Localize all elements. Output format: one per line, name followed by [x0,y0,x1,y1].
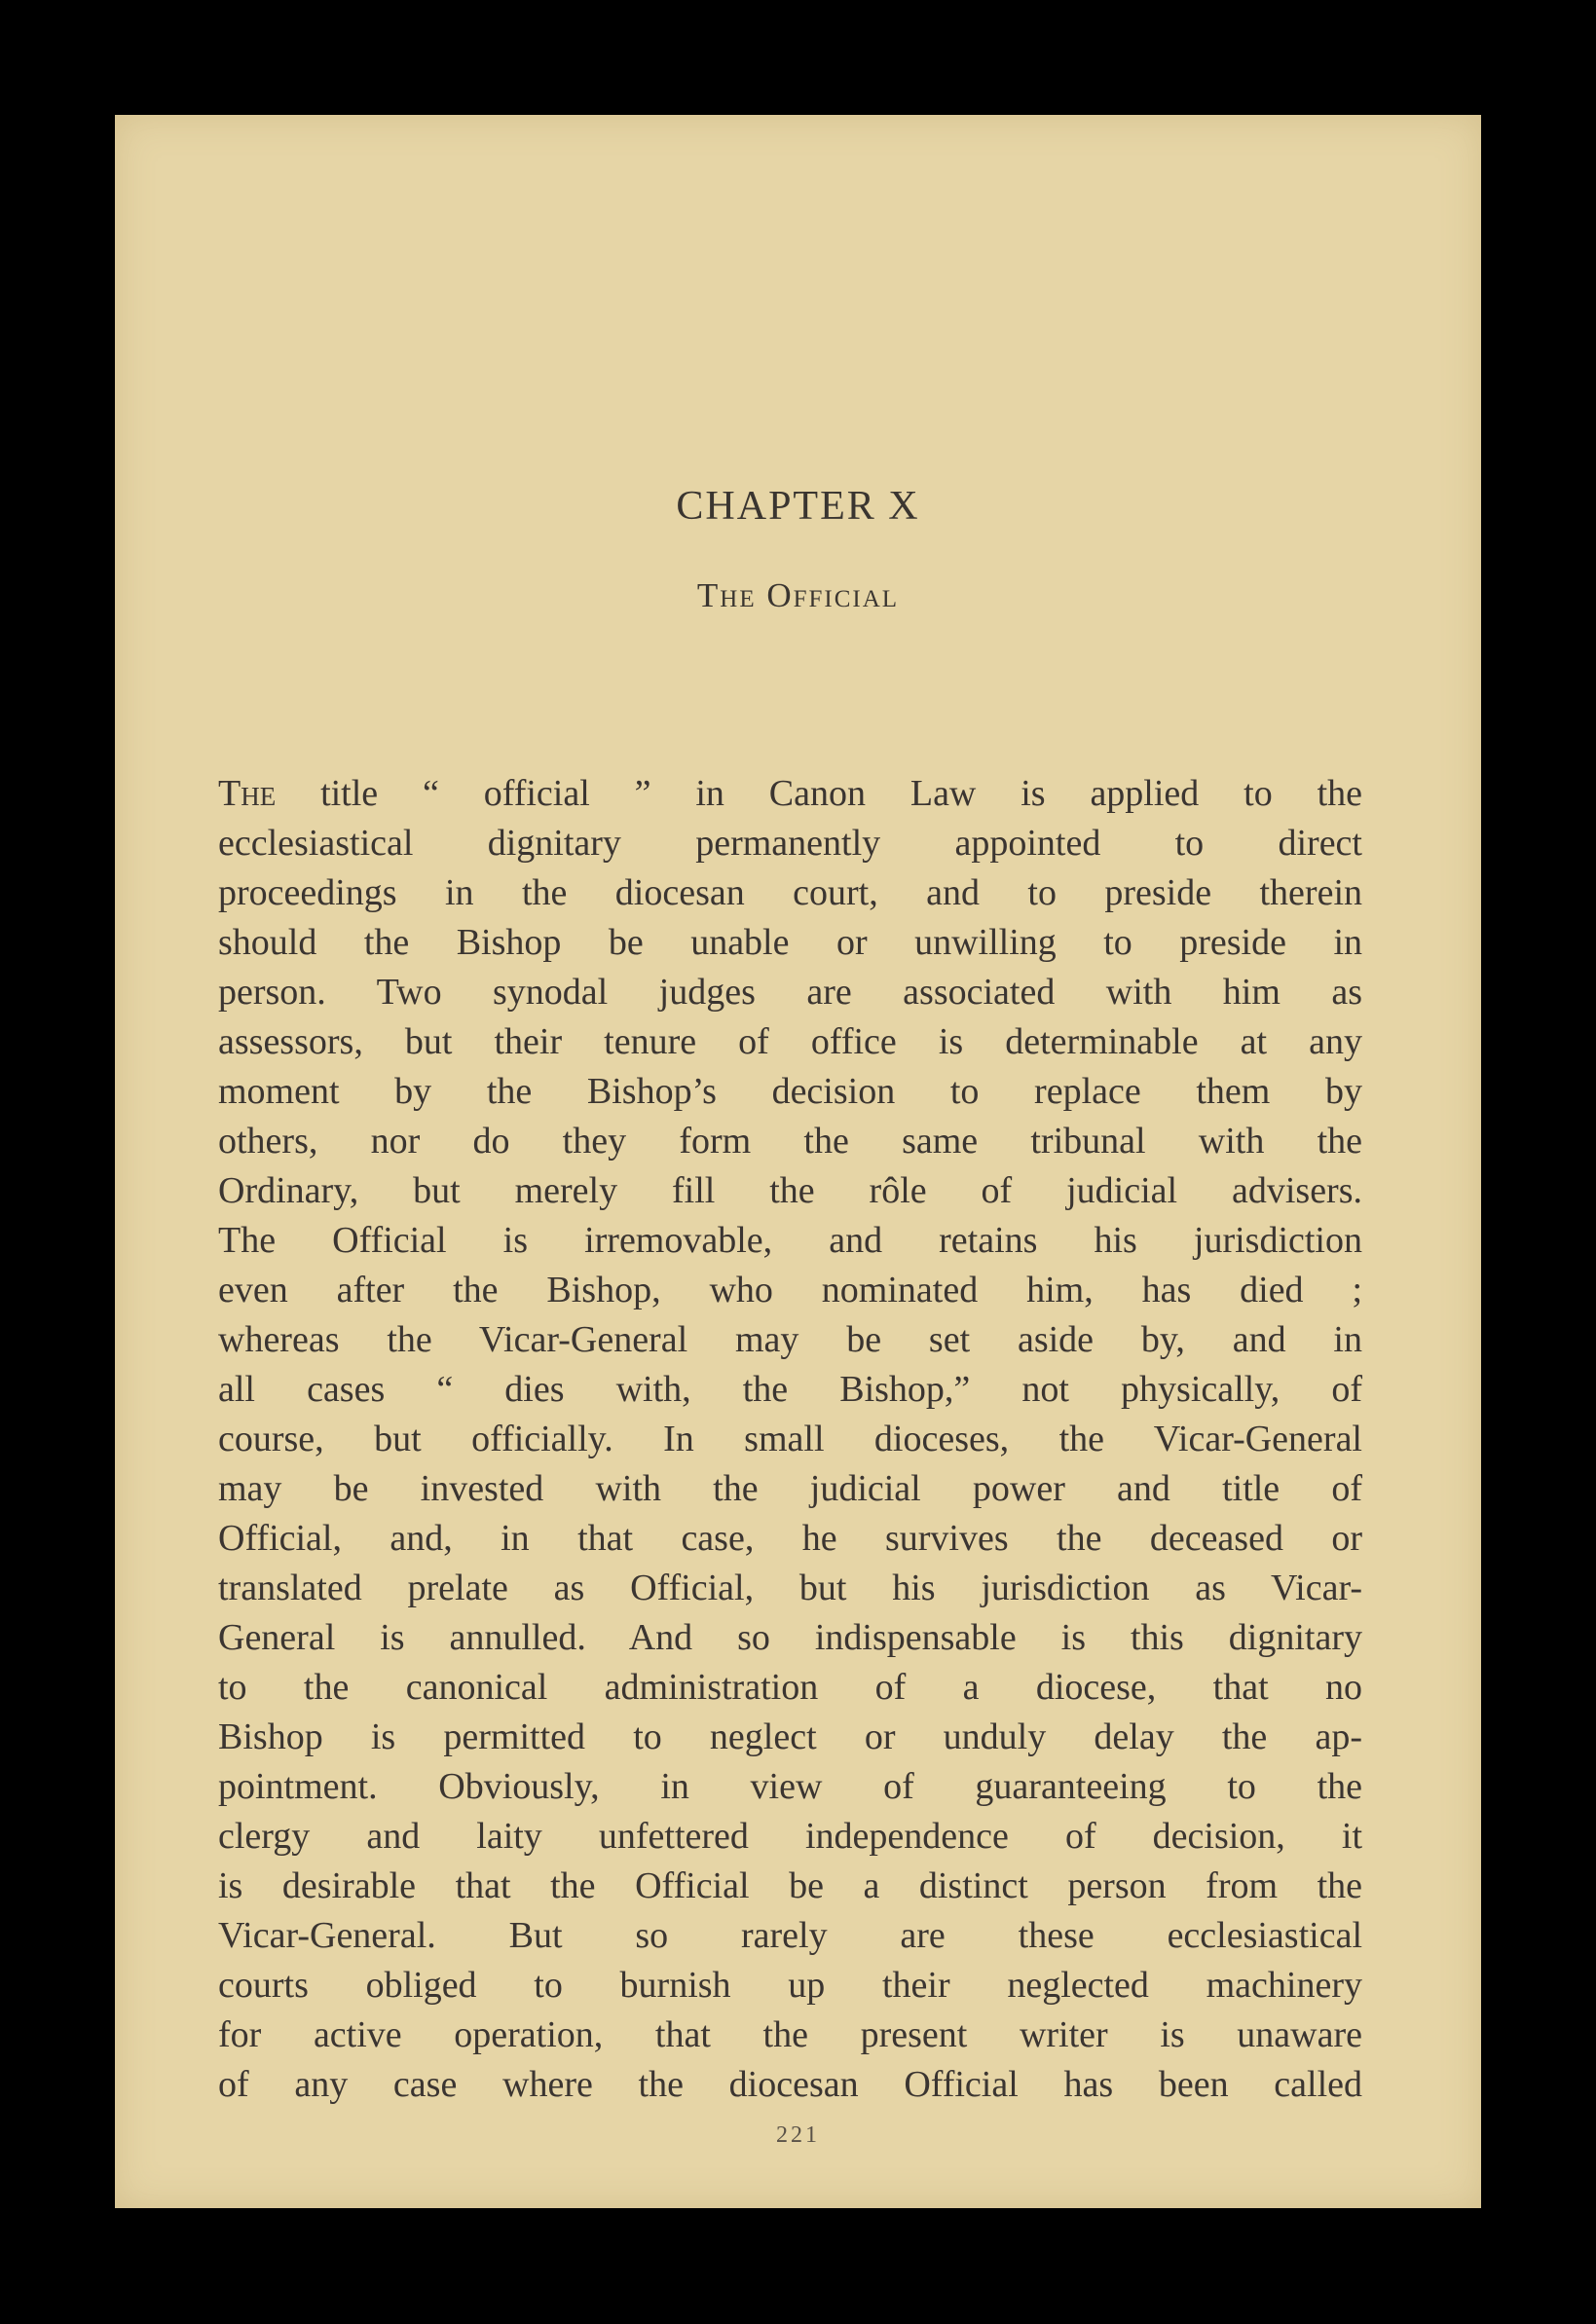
text-line: moment by the Bishop’s decision to replace them by [218,1071,1362,1112]
text-line: course, but officially. In small dioceses, the Vicar-General [218,1419,1362,1459]
text-line: others, nor do they form the same tribunal with the [218,1121,1362,1162]
text-line: courts obliged to burnish up their neglected machinery [218,1965,1362,2006]
text-line: should the Bishop be unable or unwilling to preside in [218,922,1362,963]
text-line: is desirable that the Official be a distinct person from the [218,1865,1362,1906]
text-line: for active operation, that the present writer is unaware [218,2014,1362,2055]
text-line: all cases “ dies with, the Bishop,” not physically, of [218,1369,1362,1410]
book-page [115,115,1481,2208]
text-line: Bishop is permitted to neglect or unduly delay the ap- [218,1716,1362,1757]
text-line: pointment. Obviously, in view of guaranteeing to the [218,1766,1362,1807]
text-line: of any case where the diocesan Official has been called [218,2064,1362,2105]
page-number: 221 [776,2122,820,2148]
body-paragraph [218,769,1362,2110]
text-line: person. Two synodal judges are associated with him as [218,972,1362,1013]
text-line [218,769,1362,819]
chapter-heading: CHAPTER X [676,484,920,529]
text-line: The Official is irremovable, and retains his jurisdiction [218,1220,1362,1261]
text-line: proceedings in the diocesan court, and to preside therein [218,872,1362,913]
text-line: Official, and, in that case, he survives the deceased or [218,1518,1362,1559]
line-text: title “ official ” in Canon Law is applied to the [276,773,1362,814]
text-line: ecclesiastical dignitary permanently appointed to direct [218,823,1362,864]
text-line: Vicar-General. But so rarely are these ecclesiastical [218,1915,1362,1956]
text-line: General is annulled. And so indispensable is this dignitary [218,1617,1362,1658]
text-line: assessors, but their tenure of office is determinable at any [218,1021,1362,1062]
text-line: translated prelate as Official, but his jurisdiction as Vicar- [218,1568,1362,1608]
text-line: whereas the Vicar-General may be set aside by, and in [218,1319,1362,1360]
text-line: Ordinary, but merely fill the rôle of judicial advisers. [218,1170,1362,1211]
chapter-title: The Official [696,576,900,614]
lead-word: The [218,773,277,814]
text-line: to the canonical administration of a diocese, that no [218,1667,1362,1708]
text-line: even after the Bishop, who nominated him, has died ; [218,1270,1362,1310]
text-line: clergy and laity unfettered independence of decision, it [218,1816,1362,1857]
text-line: may be invested with the judicial power and title of [218,1468,1362,1509]
